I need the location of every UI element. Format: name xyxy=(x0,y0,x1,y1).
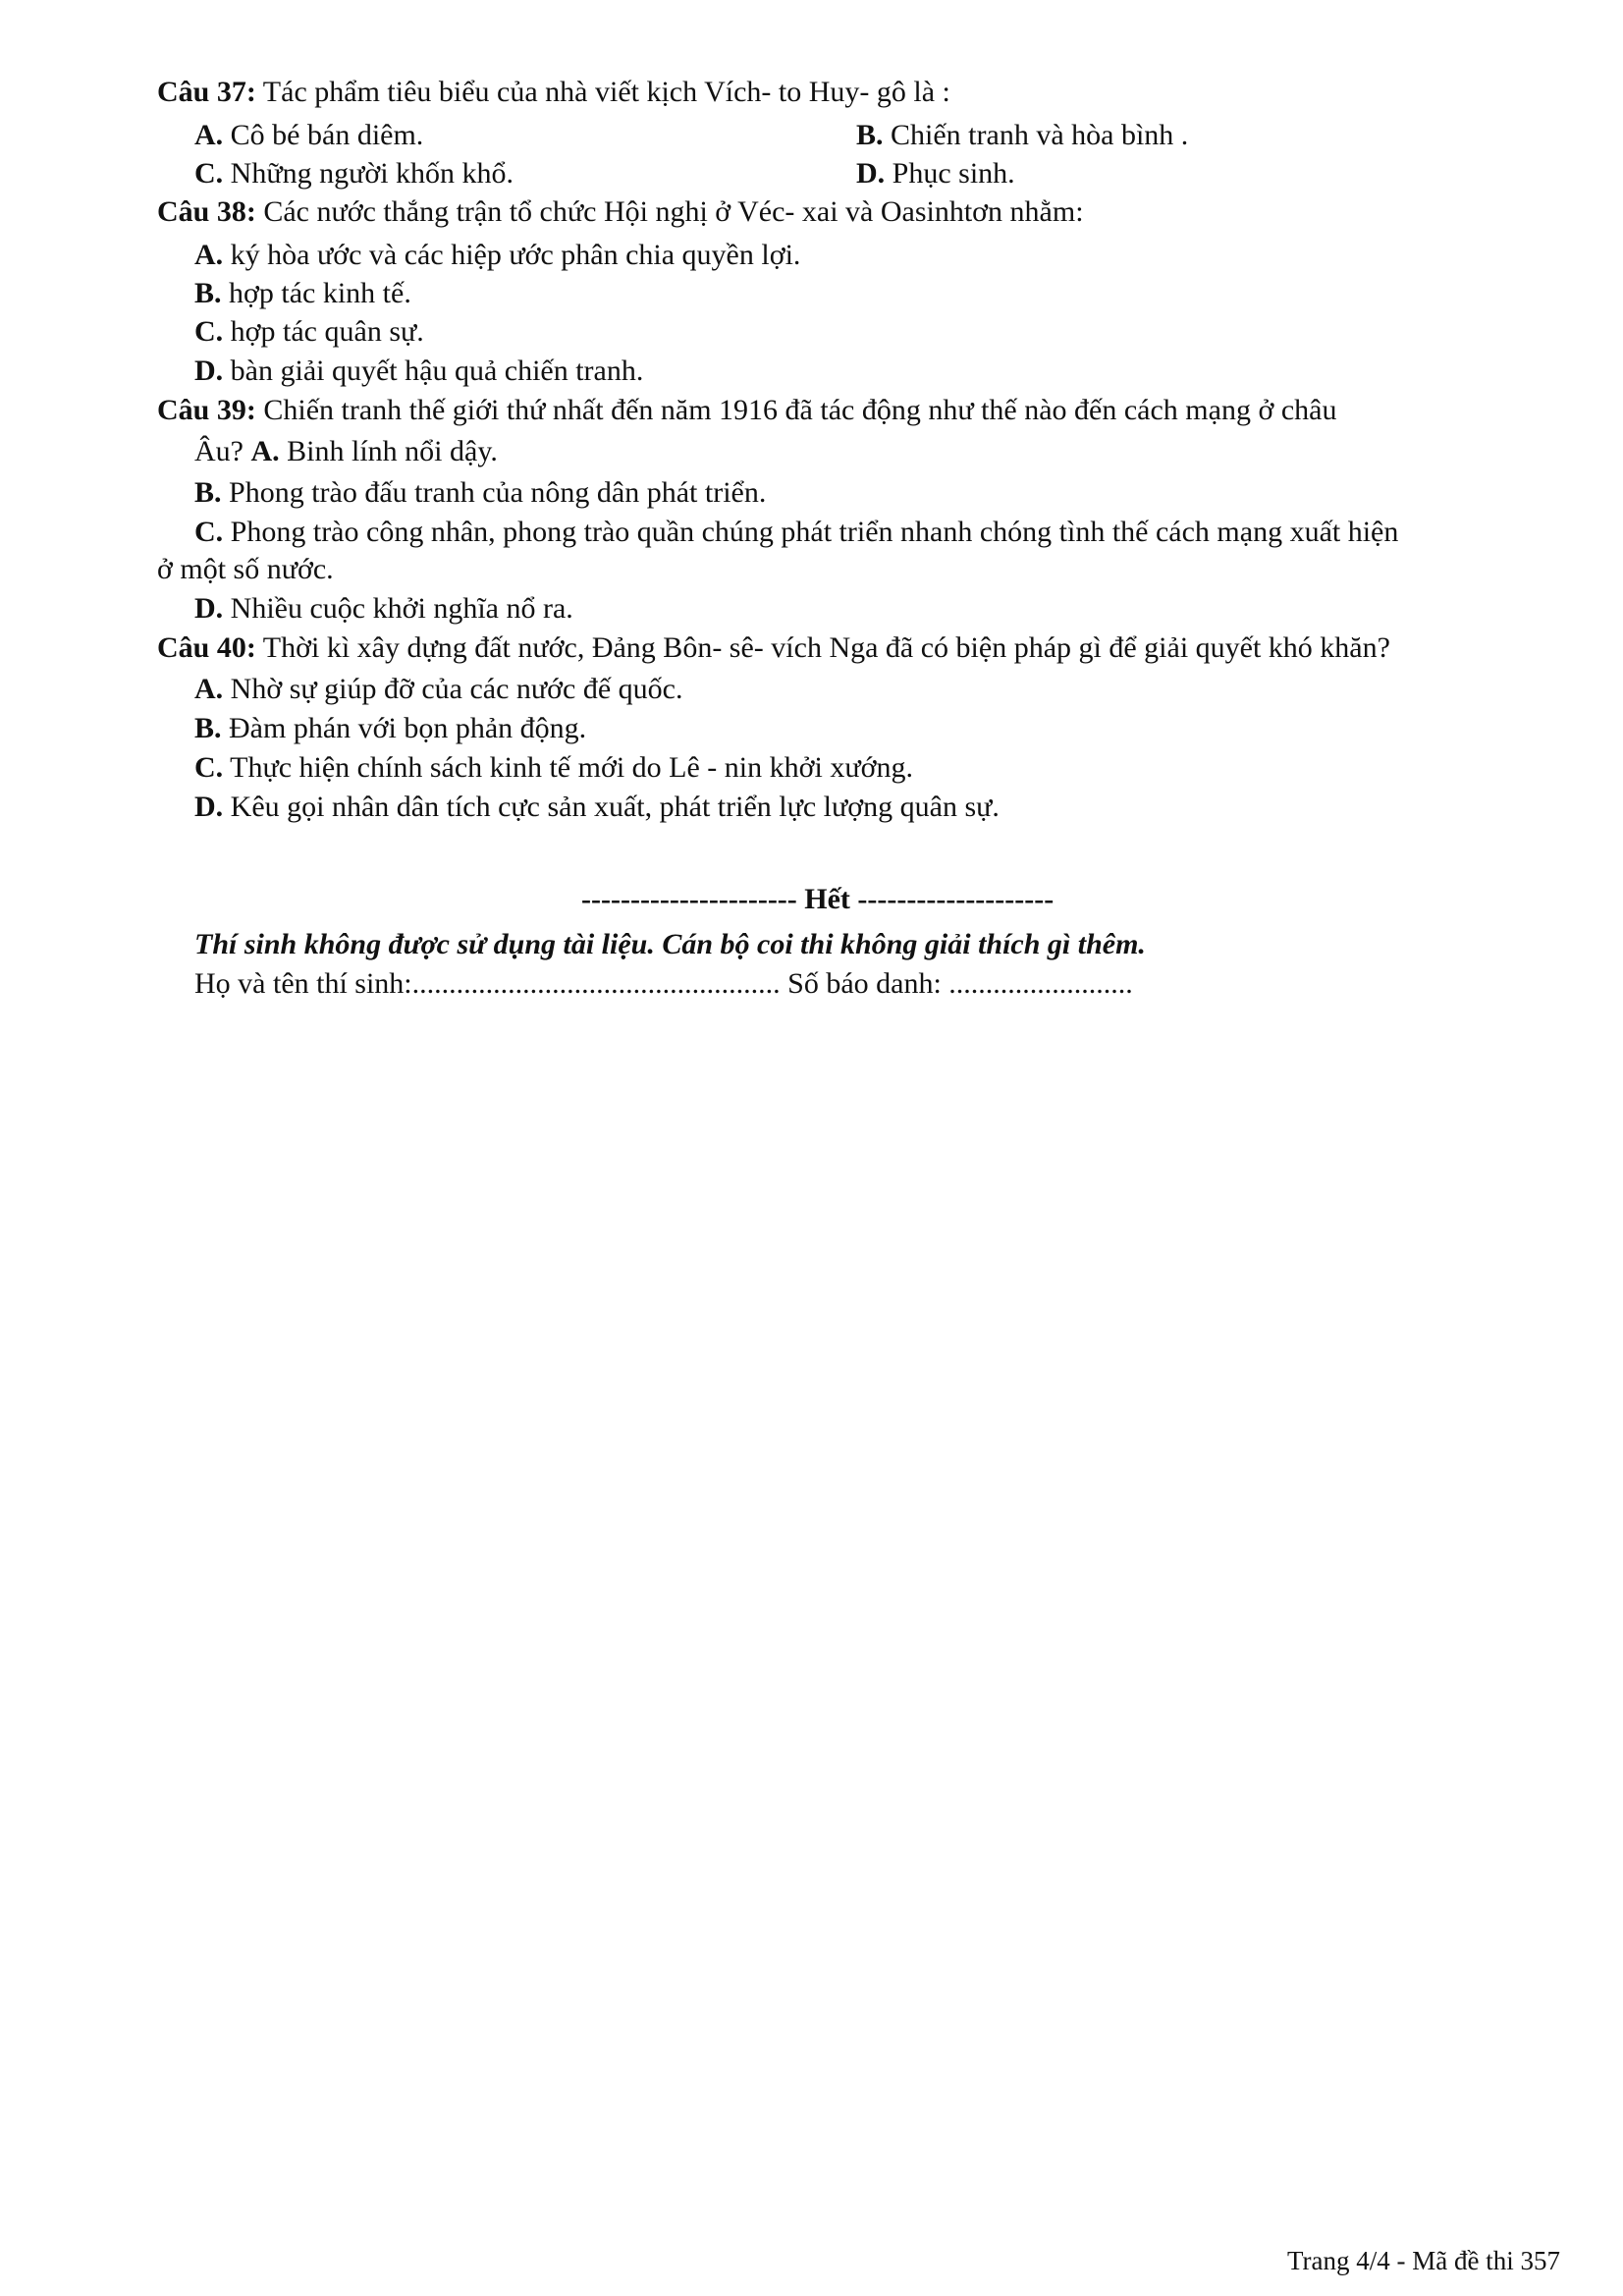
question-39-stem xyxy=(157,393,1336,428)
option-text: ký hòa ước và các hiệp ước phân chia quyền lợi. xyxy=(223,239,801,271)
question-38-option-c xyxy=(194,314,424,350)
option-label: A. xyxy=(194,239,224,271)
option-text: Nhờ sự giúp đỡ của các nước đế quốc. xyxy=(223,673,683,705)
end-marker: ---------------------- Hết -------------------- xyxy=(581,883,1055,915)
option-label: A. xyxy=(194,673,224,705)
option-label: D. xyxy=(194,355,224,387)
option-label: C. xyxy=(194,315,224,348)
question-39-stem-continued xyxy=(194,434,498,469)
option-label: D. xyxy=(856,157,886,190)
question-39-option-b xyxy=(194,475,766,511)
question-40-option-c xyxy=(194,750,913,786)
option-text: Phong trào công nhân, phong trào quần chúng phát triển nhanh chóng tình thế cách mạng xuất hiện xyxy=(223,516,1399,548)
option-text: Đàm phán với bọn phản động. xyxy=(221,712,587,744)
question-38-option-b xyxy=(194,276,411,311)
option-text: hợp tác kinh tế. xyxy=(221,277,411,309)
question-label: Câu 40: xyxy=(157,631,256,664)
question-39-option-c xyxy=(194,515,1398,550)
option-text: Chiến tranh và hòa bình . xyxy=(883,119,1189,151)
option-label: A. xyxy=(250,435,280,467)
question-37-option-b xyxy=(856,118,1188,153)
question-text: Các nước thắng trận tổ chức Hội nghị ở Véc- xai và Oasinhtơn nhằm: xyxy=(255,195,1084,228)
option-text: Nhiều cuộc khởi nghĩa nổ ra. xyxy=(223,592,573,625)
option-text: ở một số nước. xyxy=(157,553,334,585)
question-label: Câu 39: xyxy=(157,394,256,426)
question-text: Thời kì xây dựng đất nước, Đảng Bôn- sê- vích Nga đã có biện pháp gì để giải quyết khó khăn? xyxy=(255,631,1390,664)
question-40-option-a xyxy=(194,672,682,707)
question-40-stem xyxy=(157,630,1390,666)
question-label: Câu 38: xyxy=(157,195,256,228)
question-37-stem xyxy=(157,75,950,110)
option-label: B. xyxy=(194,712,222,744)
option-label: B. xyxy=(194,476,222,509)
option-label: B. xyxy=(194,277,222,309)
page-footer: Trang 4/4 - Mã đề thi 357 xyxy=(1287,2246,1560,2275)
option-text: hợp tác quân sự. xyxy=(223,315,424,348)
option-text: Thực hiện chính sách kinh tế mới do Lê - nin khởi xướng. xyxy=(223,751,913,784)
question-38-option-d xyxy=(194,354,643,389)
question-label: Câu 37: xyxy=(157,76,256,108)
option-text: Phục sinh. xyxy=(885,157,1015,190)
option-label: C. xyxy=(194,516,224,548)
question-39-option-d xyxy=(194,591,573,627)
option-text: Những người khốn khổ. xyxy=(223,157,514,190)
question-40-option-d xyxy=(194,790,1000,825)
option-text: Phong trào đấu tranh của nông dân phát triển. xyxy=(221,476,767,509)
option-text: Kêu gọi nhân dân tích cực sản xuất, phát triển lực lượng quân sự. xyxy=(223,791,1000,823)
question-40-option-b xyxy=(194,711,586,746)
candidate-info-line: Họ và tên thí sinh:.................................................. Số báo danh: ......................... xyxy=(194,967,1133,1000)
option-label: C. xyxy=(194,157,224,190)
question-text: Tác phẩm tiêu biểu của nhà viết kịch Vích- to Huy- gô là : xyxy=(255,76,950,108)
question-38-stem xyxy=(157,194,1084,230)
option-label: C. xyxy=(194,751,224,784)
option-label: B. xyxy=(856,119,884,151)
question-39-option-c-continued xyxy=(157,552,334,587)
option-label: D. xyxy=(194,791,224,823)
question-37-option-c xyxy=(194,156,514,191)
question-37-option-d xyxy=(856,156,1015,191)
exam-notice: Thí sinh không được sử dụng tài liệu. Cán bộ coi thi không giải thích gì thêm. xyxy=(194,928,1146,960)
question-text: Âu? xyxy=(194,435,251,467)
option-label: D. xyxy=(194,592,224,625)
option-text: Binh lính nổi dậy. xyxy=(279,435,498,467)
question-text: Chiến tranh thế giới thứ nhất đến năm 1916 đã tác động như thế nào đến cách mạng ở châu xyxy=(255,394,1337,426)
option-text: bàn giải quyết hậu quả chiến tranh. xyxy=(223,355,644,387)
question-37-option-a xyxy=(194,118,423,153)
question-38-option-a xyxy=(194,238,800,273)
option-text: Cô bé bán diêm. xyxy=(223,119,424,151)
option-label: A. xyxy=(194,119,224,151)
